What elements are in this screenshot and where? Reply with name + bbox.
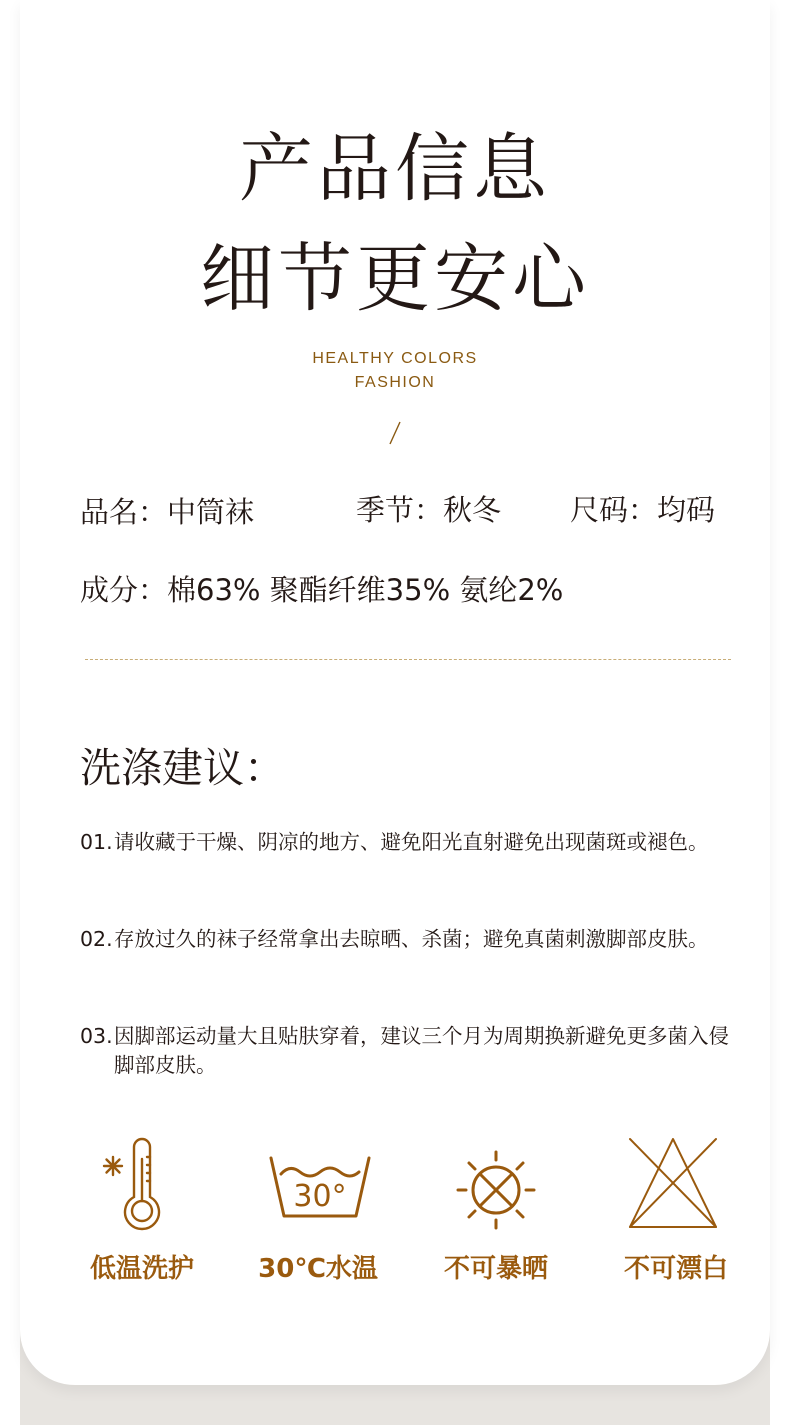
wash-tip-item (80, 925, 730, 954)
wash-tip-item (80, 1022, 730, 1080)
english-tagline-line2: FASHION (354, 374, 436, 391)
care-label-no-bleach: 不可漂白 (623, 1254, 728, 1284)
care-label-low-temp: 低温洗护 (89, 1254, 194, 1284)
slash-divider-icon (386, 420, 404, 446)
product-composition: 成分：棉63% 聚酯纤维35% 氨纶2% (80, 573, 564, 607)
wash-tip-text: 请收藏于干燥、阴凉的地方、避免阳光直射避免出现菌斑或褪色。 (114, 830, 709, 854)
wash-tip-number: 01. (80, 830, 113, 854)
care-label-water-temp: 30℃水温 (258, 1254, 378, 1284)
product-season: 季节：秋冬 (356, 493, 502, 527)
no-sun-dry-icon (454, 1148, 538, 1232)
wash-tip-number: 02. (80, 927, 113, 951)
thermometer-snowflake-icon (98, 1135, 168, 1231)
english-tagline-line1: HEALTHY COLORS (312, 350, 478, 367)
product-name: 品名：中筒袜 (80, 495, 255, 529)
care-label-no-sun: 不可暴晒 (443, 1254, 548, 1284)
page-title: 产品信息 (239, 126, 551, 212)
wash-tip-text: 因脚部运动量大且贴肤穿着，建议三个月为周期换新避免更多菌入侵脚部皮肤。 (114, 1024, 729, 1077)
wash-tip-text: 存放过久的袜子经常拿出去晾晒、杀菌；避免真菌刺激脚部皮肤。 (114, 927, 709, 951)
product-size: 尺码：均码 (570, 493, 716, 527)
wash-advice-title: 洗涤建议： (80, 744, 285, 792)
no-bleach-icon (626, 1136, 720, 1232)
page-subtitle: 细节更安心 (200, 236, 590, 322)
dashed-divider (85, 659, 731, 660)
wash-tub-icon (268, 1150, 372, 1222)
wash-tip-number: 03. (80, 1024, 113, 1048)
wash-tub-temperature: 30° (293, 1179, 347, 1214)
wash-tip-item (80, 828, 730, 857)
